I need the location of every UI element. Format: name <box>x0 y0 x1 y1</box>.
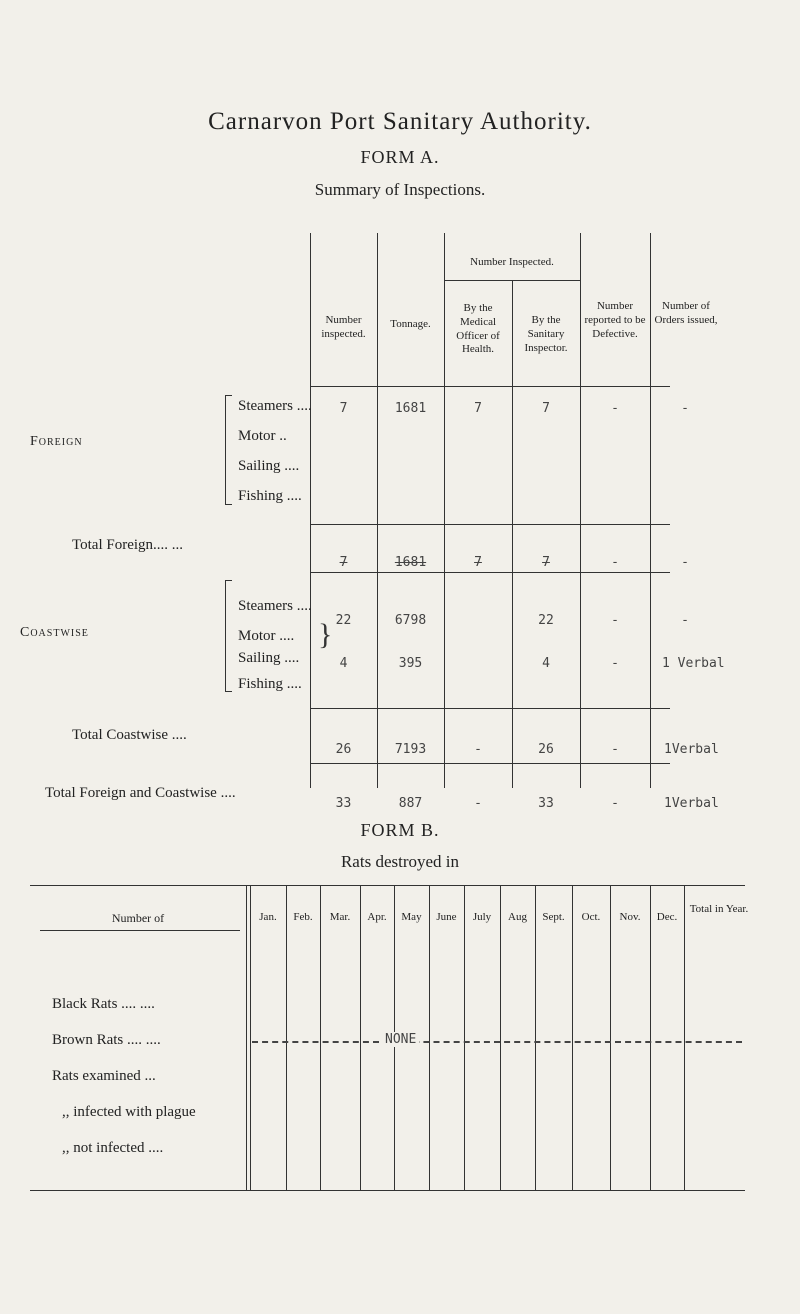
coastwise-steamers-label: Steamers .... <box>238 598 312 614</box>
header-defective: Number reported to be Defective. <box>584 300 646 340</box>
row-infected: ,, infected with plague <box>62 1104 196 1120</box>
total-coastwise-moh: - <box>474 742 482 757</box>
header-number-inspected: Number inspected. <box>321 314 366 340</box>
foreign-fishing-label: Fishing .... <box>238 488 302 504</box>
month-may: May <box>401 911 422 923</box>
document-title: Carnarvon Port Sanitary Authority. <box>208 108 592 135</box>
total-foreign-si: 7 <box>542 555 550 570</box>
header-number-of: Number of <box>111 911 165 925</box>
total-coastwise-defective: - <box>611 742 619 757</box>
row-black-rats: Black Rats .... .... <box>52 996 155 1012</box>
month-nov: Nov. <box>619 911 641 923</box>
foreign-motor-label: Motor .. <box>238 428 287 444</box>
coast-steamers-defective: - <box>611 613 619 628</box>
coast-steamers-number: 22 <box>335 613 352 628</box>
total-coastwise-label: Total Coastwise .... <box>72 727 187 743</box>
foreign-tonnage: 1681 <box>394 401 427 416</box>
total-all-tonnage: 887 <box>398 796 423 811</box>
total-coastwise-orders: 1Verbal <box>664 742 719 757</box>
form-b-heading: FORM B. <box>360 820 440 840</box>
coast-steamers-orders: - <box>681 613 689 628</box>
foreign-moh: 7 <box>474 401 482 416</box>
coast-sailing-si: 4 <box>542 656 550 671</box>
header-number-inspected-group: Number Inspected. <box>470 256 554 268</box>
total-foreign-orders: - <box>681 555 689 570</box>
row-rats-examined: Rats examined ... <box>52 1068 156 1084</box>
form-a-heading: FORM A. <box>360 147 440 167</box>
header-by-moh: By the Medical Officer of Health. <box>456 302 500 356</box>
total-all-defective: - <box>611 796 619 811</box>
foreign-sailing-label: Sailing .... <box>238 458 300 474</box>
coast-steamers-tonnage: 6798 <box>394 613 427 628</box>
total-coastwise-si: 26 <box>538 742 554 757</box>
none-dash-line <box>252 1041 742 1043</box>
row-not-infected: ,, not infected .... <box>62 1140 164 1156</box>
total-foreign-defective: - <box>611 555 619 570</box>
total-all-moh: - <box>474 796 482 811</box>
total-all-orders: 1Verbal <box>664 796 719 811</box>
form-b-subheading: Rats destroyed in <box>340 852 460 871</box>
foreign-si: 7 <box>542 401 550 416</box>
foreign-steamers-label: Steamers .... <box>238 398 312 414</box>
coastwise-label: Coastwise <box>20 625 89 640</box>
foreign-number: 7 <box>339 401 348 416</box>
foreign-defective: - <box>611 401 619 416</box>
header-orders: Number of Orders issued, <box>654 300 718 326</box>
total-foreign-moh: 7 <box>474 555 482 570</box>
header-by-si: By the Sanitary Inspector. <box>524 314 568 354</box>
month-feb: Feb. <box>293 911 313 923</box>
form-a-subheading: Summary of Inspections. <box>314 180 486 199</box>
coast-steamers-si: 22 <box>538 613 554 628</box>
foreign-orders: - <box>681 401 689 416</box>
month-aug: Aug <box>508 911 527 923</box>
coastwise-sailing-label: Sailing .... <box>238 650 300 666</box>
coastwise-motor-label: Motor .... <box>238 628 295 644</box>
coast-sailing-tonnage: 395 <box>398 656 423 671</box>
total-foreign-number: 7 <box>339 555 348 570</box>
month-oct: Oct. <box>581 911 601 923</box>
total-all-label: Total Foreign and Coastwise .... <box>45 785 236 801</box>
row-brown-rats: Brown Rats .... .... <box>52 1032 161 1048</box>
coast-sailing-orders: 1 Verbal <box>662 656 725 671</box>
header-total-in-year: Total in Year. <box>689 903 749 915</box>
coast-bracket-mark: } <box>318 618 333 651</box>
month-dec: Dec. <box>656 911 678 923</box>
total-foreign-label: Total Foreign.... ... <box>72 537 184 553</box>
total-foreign-tonnage: 1681 <box>394 555 427 570</box>
total-all-si: 33 <box>538 796 554 811</box>
total-coastwise-tonnage: 7193 <box>394 742 427 757</box>
foreign-label: Foreign <box>30 434 83 449</box>
month-june: June <box>436 911 457 923</box>
coast-sailing-number: 4 <box>339 656 348 671</box>
month-apr: Apr. <box>367 911 387 923</box>
coast-sailing-defective: - <box>611 656 619 671</box>
none-text: NONE <box>382 1032 419 1047</box>
header-tonnage: Tonnage. <box>390 318 431 330</box>
month-july: July <box>472 911 492 923</box>
month-sept: Sept. <box>542 911 565 923</box>
coastwise-fishing-label: Fishing .... <box>238 676 302 692</box>
month-jan: Jan. <box>259 911 277 923</box>
month-mar: Mar. <box>329 911 351 923</box>
total-coastwise-number: 26 <box>335 742 352 757</box>
total-all-number: 33 <box>335 796 352 811</box>
